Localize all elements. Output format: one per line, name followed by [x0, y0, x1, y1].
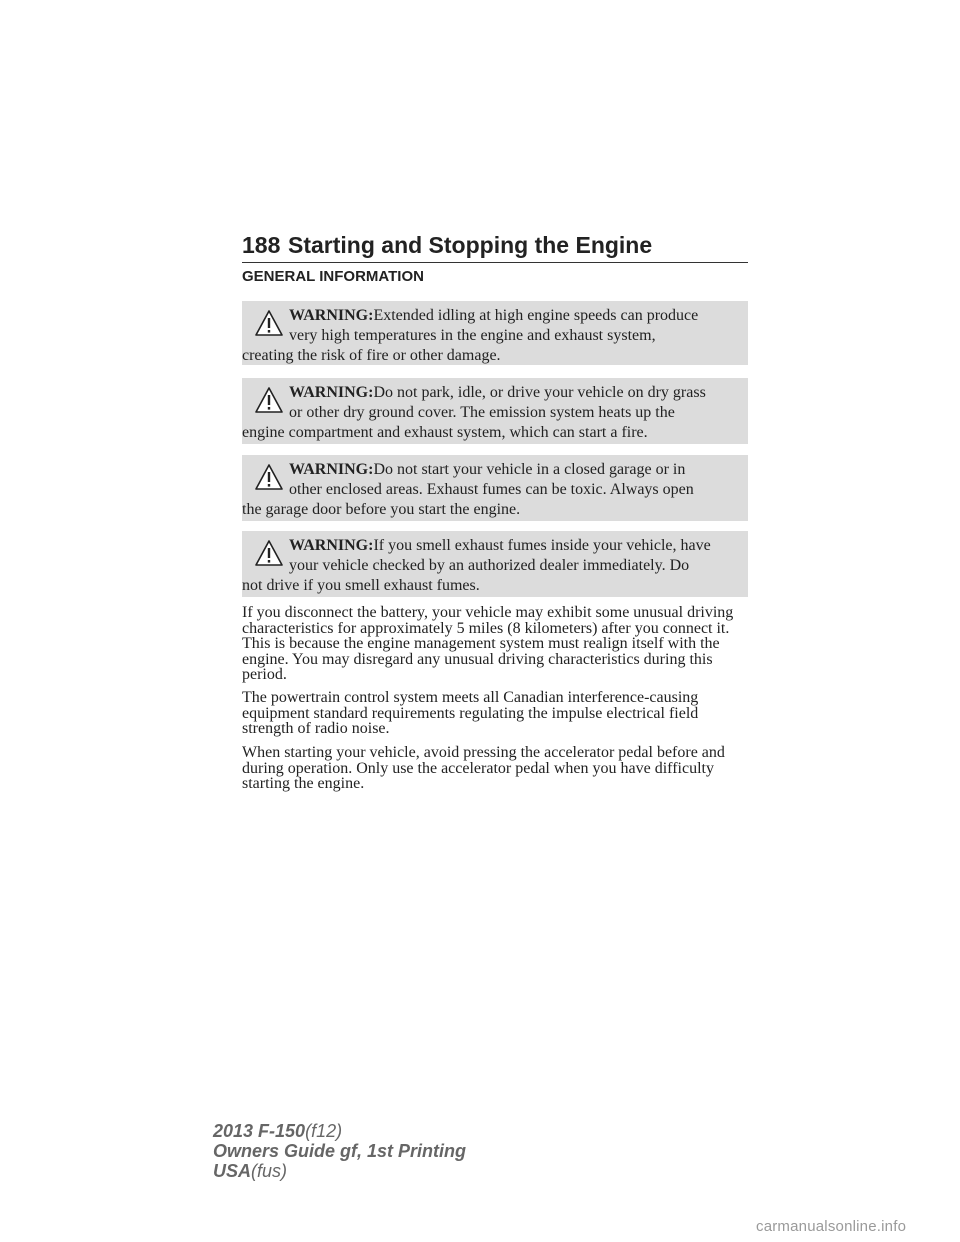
page-number: 188	[242, 232, 281, 258]
warning-text: Do not park, idle, or drive your vehicle on dry grass	[373, 384, 706, 401]
body-paragraph: If you disconnect the battery, your vehicle may exhibit some unusual driving characteristics for approximately 5 miles (8 kilometers) after you connect it. This is because the engine management system must realign itself with the engine. You may disregard any unusual driving characteristics during this period.	[242, 604, 734, 683]
warning-label: WARNING:	[289, 307, 374, 324]
footer-region-code: (fus)	[251, 1161, 288, 1181]
body-paragraph: When starting your vehicle, avoid pressing the accelerator pedal before and during operation. Only use the accelerator pedal when you have difficulty starting the engine.	[242, 744, 725, 792]
warning-text: or other dry ground cover. The emission system heats up the	[289, 404, 675, 421]
warning-triangle-icon	[254, 386, 284, 414]
warning-line	[289, 535, 711, 557]
warning-text: creating the risk of fire or other damage.	[242, 347, 501, 364]
footer-guide: Owners Guide gf, 1st Printing	[213, 1141, 467, 1161]
warning-text: Extended idling at high engine speeds can produce	[373, 307, 699, 324]
page-header	[242, 232, 748, 263]
warning-label: WARNING:	[289, 461, 374, 478]
warning-box	[242, 301, 748, 365]
warning-text: not drive if you smell exhaust fumes.	[242, 577, 480, 594]
warning-triangle-icon	[254, 539, 284, 567]
body-paragraph: The powertrain control system meets all Canadian interference-causing equipment standard requirements regulating the impulse electrical field strength of radio noise.	[242, 689, 699, 737]
section-heading: GENERAL INFORMATION	[242, 268, 424, 285]
print-footer	[213, 1121, 466, 1181]
warning-text: Do not start your vehicle in a closed garage or in	[373, 461, 686, 478]
warning-triangle-icon	[254, 463, 284, 491]
footer-region-line	[213, 1161, 466, 1181]
watermark: carmanualsonline.info	[756, 1218, 907, 1235]
warning-box	[242, 455, 748, 521]
warning-text: very high temperatures in the engine and exhaust system,	[289, 327, 656, 344]
warning-line	[289, 459, 685, 481]
warning-text: your vehicle checked by an authorized dealer immediately. Do	[289, 557, 690, 574]
footer-model-line	[213, 1121, 466, 1141]
warning-line	[289, 382, 706, 404]
warning-line	[289, 305, 698, 327]
warning-text: the garage door before you start the engine.	[242, 501, 521, 518]
warning-text: If you smell exhaust fumes inside your vehicle, have	[373, 537, 711, 554]
warning-text: other enclosed areas. Exhaust fumes can be toxic. Always open	[289, 481, 694, 498]
warning-text: engine compartment and exhaust system, which can start a fire.	[242, 424, 648, 441]
chapter-title: Starting and Stopping the Engine	[288, 232, 653, 258]
warning-triangle-icon	[254, 309, 284, 337]
warning-label: WARNING:	[289, 384, 374, 401]
footer-region: USA	[213, 1161, 252, 1181]
footer-model: 2013 F-150	[213, 1121, 306, 1141]
warning-label: WARNING:	[289, 537, 374, 554]
footer-model-code: (f12)	[305, 1121, 343, 1141]
warning-box	[242, 378, 748, 444]
warning-box	[242, 531, 748, 597]
